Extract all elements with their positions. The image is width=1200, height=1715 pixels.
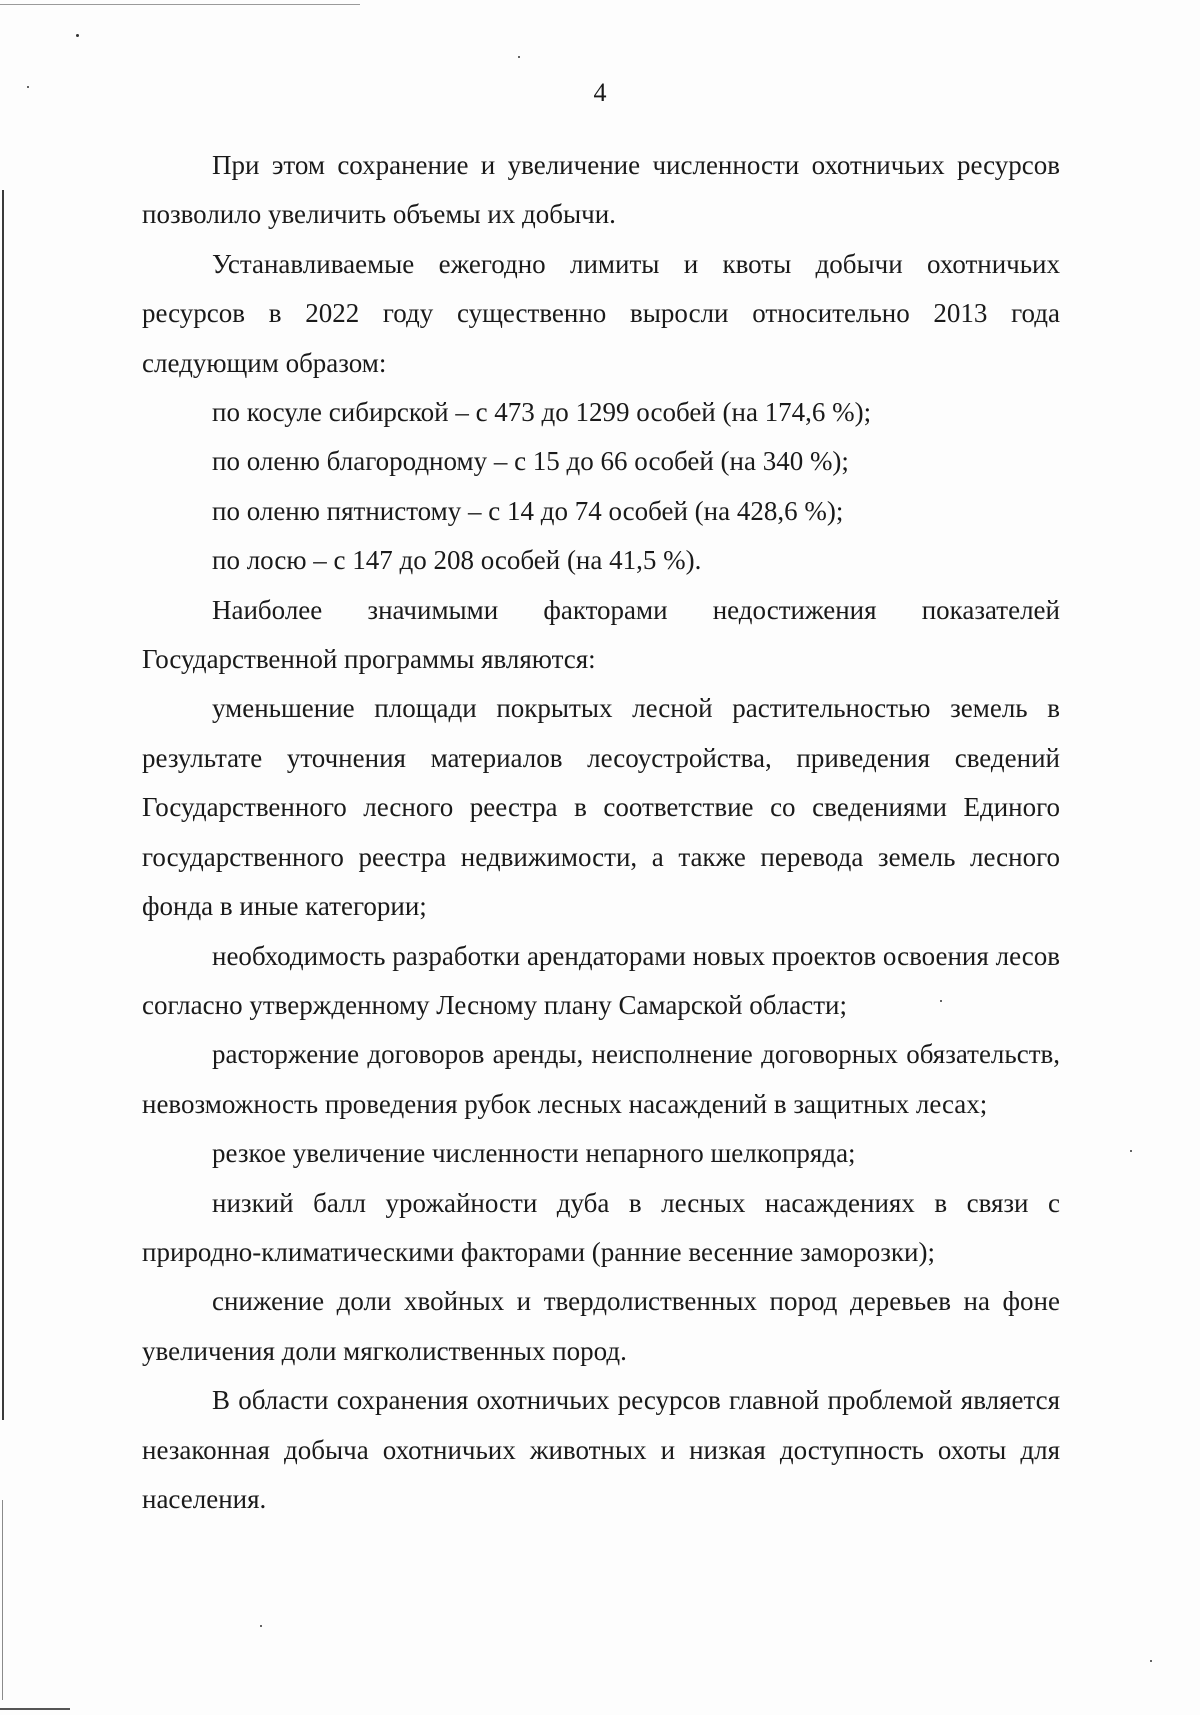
scan-speck	[76, 34, 79, 37]
scan-speck	[518, 56, 520, 58]
paragraph: Устанавливаемые ежегодно лимиты и квоты добычи охотничьих ресурсов в 2022 году существенно выросли относительно 2013 года следующим образом:	[142, 248, 1060, 378]
paragraph: Наиболее значимыми факторами недостижения показателей Государственной программы являются:	[142, 594, 1060, 675]
page-number: 4	[593, 78, 607, 107]
paragraph: резкое увеличение численности непарного шелкопряда;	[212, 1138, 856, 1169]
scan-speck	[1150, 1660, 1152, 1662]
scan-speck	[1130, 1150, 1132, 1152]
list-item: по оленю благородному – с 15 до 66 особей (на 340 %);	[212, 446, 849, 477]
paragraph: уменьшение площади покрытых лесной растительностью земель в результате уточнения материалов лесоустройства, приведения сведений Государственного лесного реестра в соответствие со сведениями Единого государственного реестра недвижимости, а также перевода земель лесного фонда в иные категории;	[142, 693, 1060, 922]
list-item: по оленю пятнистому – с 14 до 74 особей (на 428,6 %);	[212, 495, 844, 526]
scan-edge-top	[0, 4, 360, 5]
list-item: по косуле сибирской – с 473 до 1299 особей (на 174,6 %);	[212, 397, 872, 428]
scan-speck	[260, 1625, 262, 1627]
paragraph: При этом сохранение и увеличение численности охотничьих ресурсов позволило увеличить объемы их добычи.	[142, 150, 1060, 230]
scan-edge-left-lower	[2, 1500, 3, 1700]
paragraph: расторжение договоров аренды, неисполнение договорных обязательств, невозможность проведения рубок лесных насаждений в защитных лесах;	[142, 1039, 1060, 1119]
document-body	[142, 141, 1060, 1524]
paragraph: В области сохранения охотничьих ресурсов главной проблемой является незаконная добыча охотничьих животных и низкая доступность охоты для населения.	[142, 1385, 1060, 1514]
scan-edge-bottom	[0, 1708, 70, 1710]
paragraph: снижение доли хвойных и твердолиственных пород деревьев на фоне увеличения доли мягколиственных пород.	[142, 1286, 1060, 1366]
scan-edge-left	[2, 190, 4, 1420]
paragraph: низкий балл урожайности дуба в лесных насаждениях в связи с природно-климатическими факторами (ранние весенние заморозки);	[142, 1187, 1060, 1267]
paragraph: необходимость разработки арендаторами новых проектов освоения лесов согласно утвержденному Лесному плану Самарской области;	[142, 940, 1060, 1020]
list-item: по лосю – с 147 до 208 особей (на 41,5 %).	[212, 545, 702, 576]
